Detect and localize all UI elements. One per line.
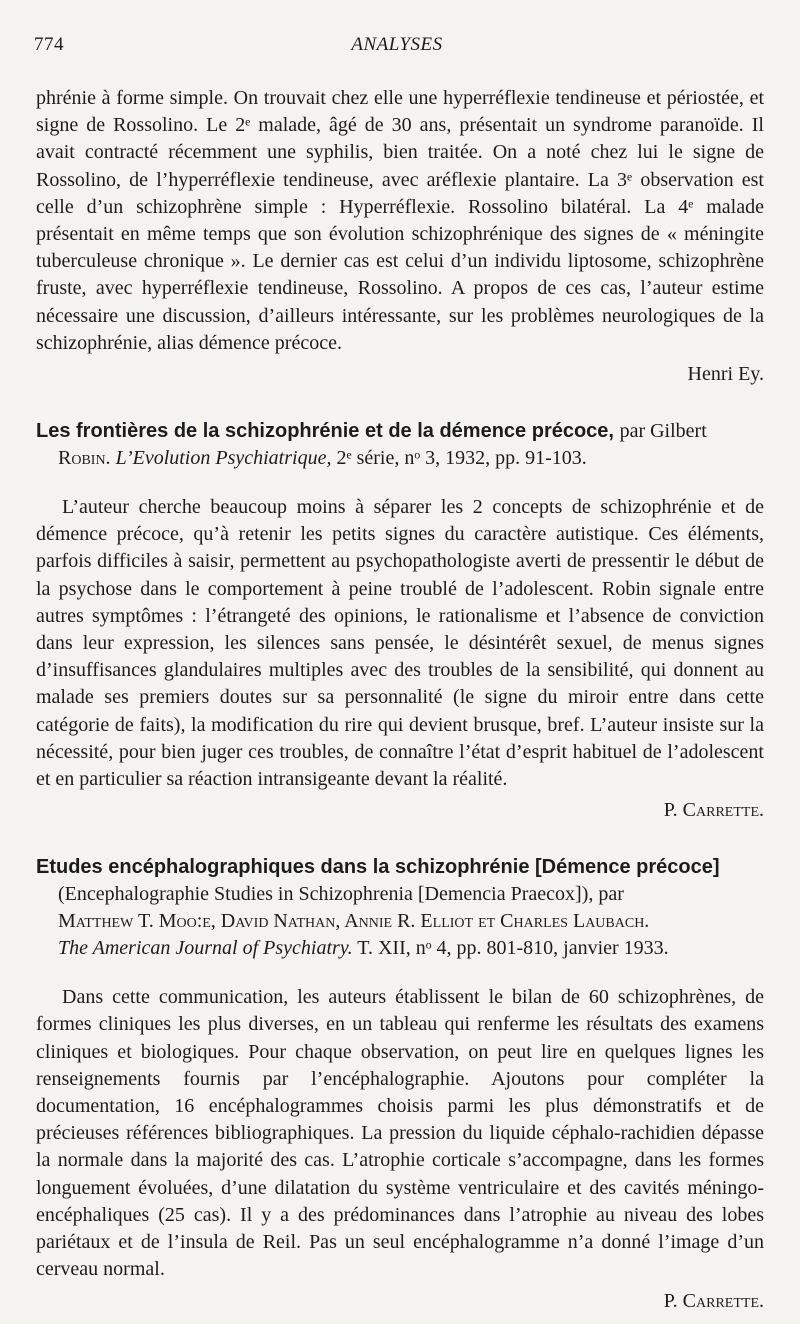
article-citation <box>36 445 764 472</box>
article-citation <box>36 935 764 962</box>
article-title-text: Les frontières de la schizophrénie et de la démence précoce, <box>36 420 614 443</box>
journal-name: L’Evolution Psychiatrique, <box>115 447 332 470</box>
page-number: 774 <box>34 34 64 55</box>
review-continuation-paragraph: phrénie à forme simple. On trouvait chez elle une hyperréflexie tendineuse et périostée, et signe de Rossolino. Le 2ᵉ malade, âgé de 30 ans, présentait un syndrome paranoïde. Il avait contracté récemment une syphilis, bien traitée. On a noté chez lui le signe de Rossolino, de l’hyperréflexie tendineuse, avec aréflexie plantaire. La 3ᵉ observation est celle d’un schizophrène simple : Hyperréflexie. Rossolino bilatéral. La 4ᵉ malade présentait en même temps que son évolution schizophrénique des signes de « méningite tuberculeuse chronique ». Le dernier cas est celui d’un individu liptosome, schizophrène fruste, avec hyperréflexie tendineuse, Rossolino. A propos de ces cas, l’auteur estime nécessaire une discussion, d’ailleurs intéressante, sur les problèmes neurologiques de la schizophrénie, alias démence précoce. <box>36 87 764 354</box>
article-title <box>36 418 764 445</box>
journal-details: T. XII, nᵒ 4, pp. 801-810, janvier 1933. <box>357 937 669 960</box>
article-author: Robin. <box>58 447 111 470</box>
reviewer-signature: Henri Ey. <box>687 363 764 386</box>
running-title: ANALYSES <box>351 34 443 55</box>
reviewer-signature: P. Carrette. <box>663 1289 764 1312</box>
journal-name: The American Journal of Psychiatry. <box>58 937 353 960</box>
page-content <box>36 85 764 1315</box>
article-title-by: par Gilbert <box>619 420 707 443</box>
article-authors: Matthew T. Moo:e, David Nathan, Annie R. Elliot et Charles Laubach. <box>58 910 650 933</box>
article-subtitle: (Encephalographie Studies in Schizophrenia [Demencia Praecox]), par <box>58 883 624 906</box>
reviewer-signature: P. Carrette. <box>663 799 764 822</box>
review-paragraph: L’auteur cherche beaucoup moins à séparer les 2 concepts de schizophrénie et de démence précoce, qu’à retenir les petits signes du caractère autistique. Ces éléments, parfois difficiles à saisir, permettent au psychopathologiste averti de pressentir le début de la psychose dans le comportement à peine troublé de l’adolescent. Robin signale entre autres symptômes : l’étrangeté des opinions, le rationalisme et l’absence de conviction dans leur expression, les silences sans pensée, le désintérêt sexuel, de menus signes d’insuffisances glandulaires multiples avec des troubles de la sensibilité, qui donnent au malade ses premiers doutes sur sa personnalité (le signe du miroir entre dans cette catégorie de faits), la modification du rire qui devient brusque, bref. L’auteur insiste sur la nécessité, pour bien juger ces troubles, de connaître l’état d’esprit habituel de l’adolescent et en particulier sa réaction intransigeante devant la réalité. <box>36 496 764 791</box>
article-title: Etudes encéphalographiques dans la schizophrénie [Démence précoce] <box>36 856 720 879</box>
review-paragraph: Dans cette communication, les auteurs établissent le bilan de 60 schizophrènes, de formes cliniques les plus diverses, en un tableau qui renferme les résultats des examens cliniques et biologiques. Pour chaque observation, on peut lire en quelques lignes les renseignements fournis par l’encéphalographie. Ajoutons pour compléter la documentation, 16 encéphalogrammes choisis parmi les plus démonstratifs et de précieuses références bibliographiques. La pression du liquide céphalo-rachidien dépasse la normale dans la majorité des cas. L’atrophie corticale s’accompagne, dans les formes longuement évoluées, d’une dilatation du système ventriculaire et des cavités méningo-encéphaliques (25 cas). Il y a des prédominances dans l’atrophie au niveau des lobes pariétaux et de l’insula de Reil. Pas un seul encéphalogramme n’a donné l’image d’un cerveau normal. <box>36 986 764 1281</box>
journal-details: 2ᵉ série, nᵒ 3, 1932, pp. 91-103. <box>336 447 587 470</box>
